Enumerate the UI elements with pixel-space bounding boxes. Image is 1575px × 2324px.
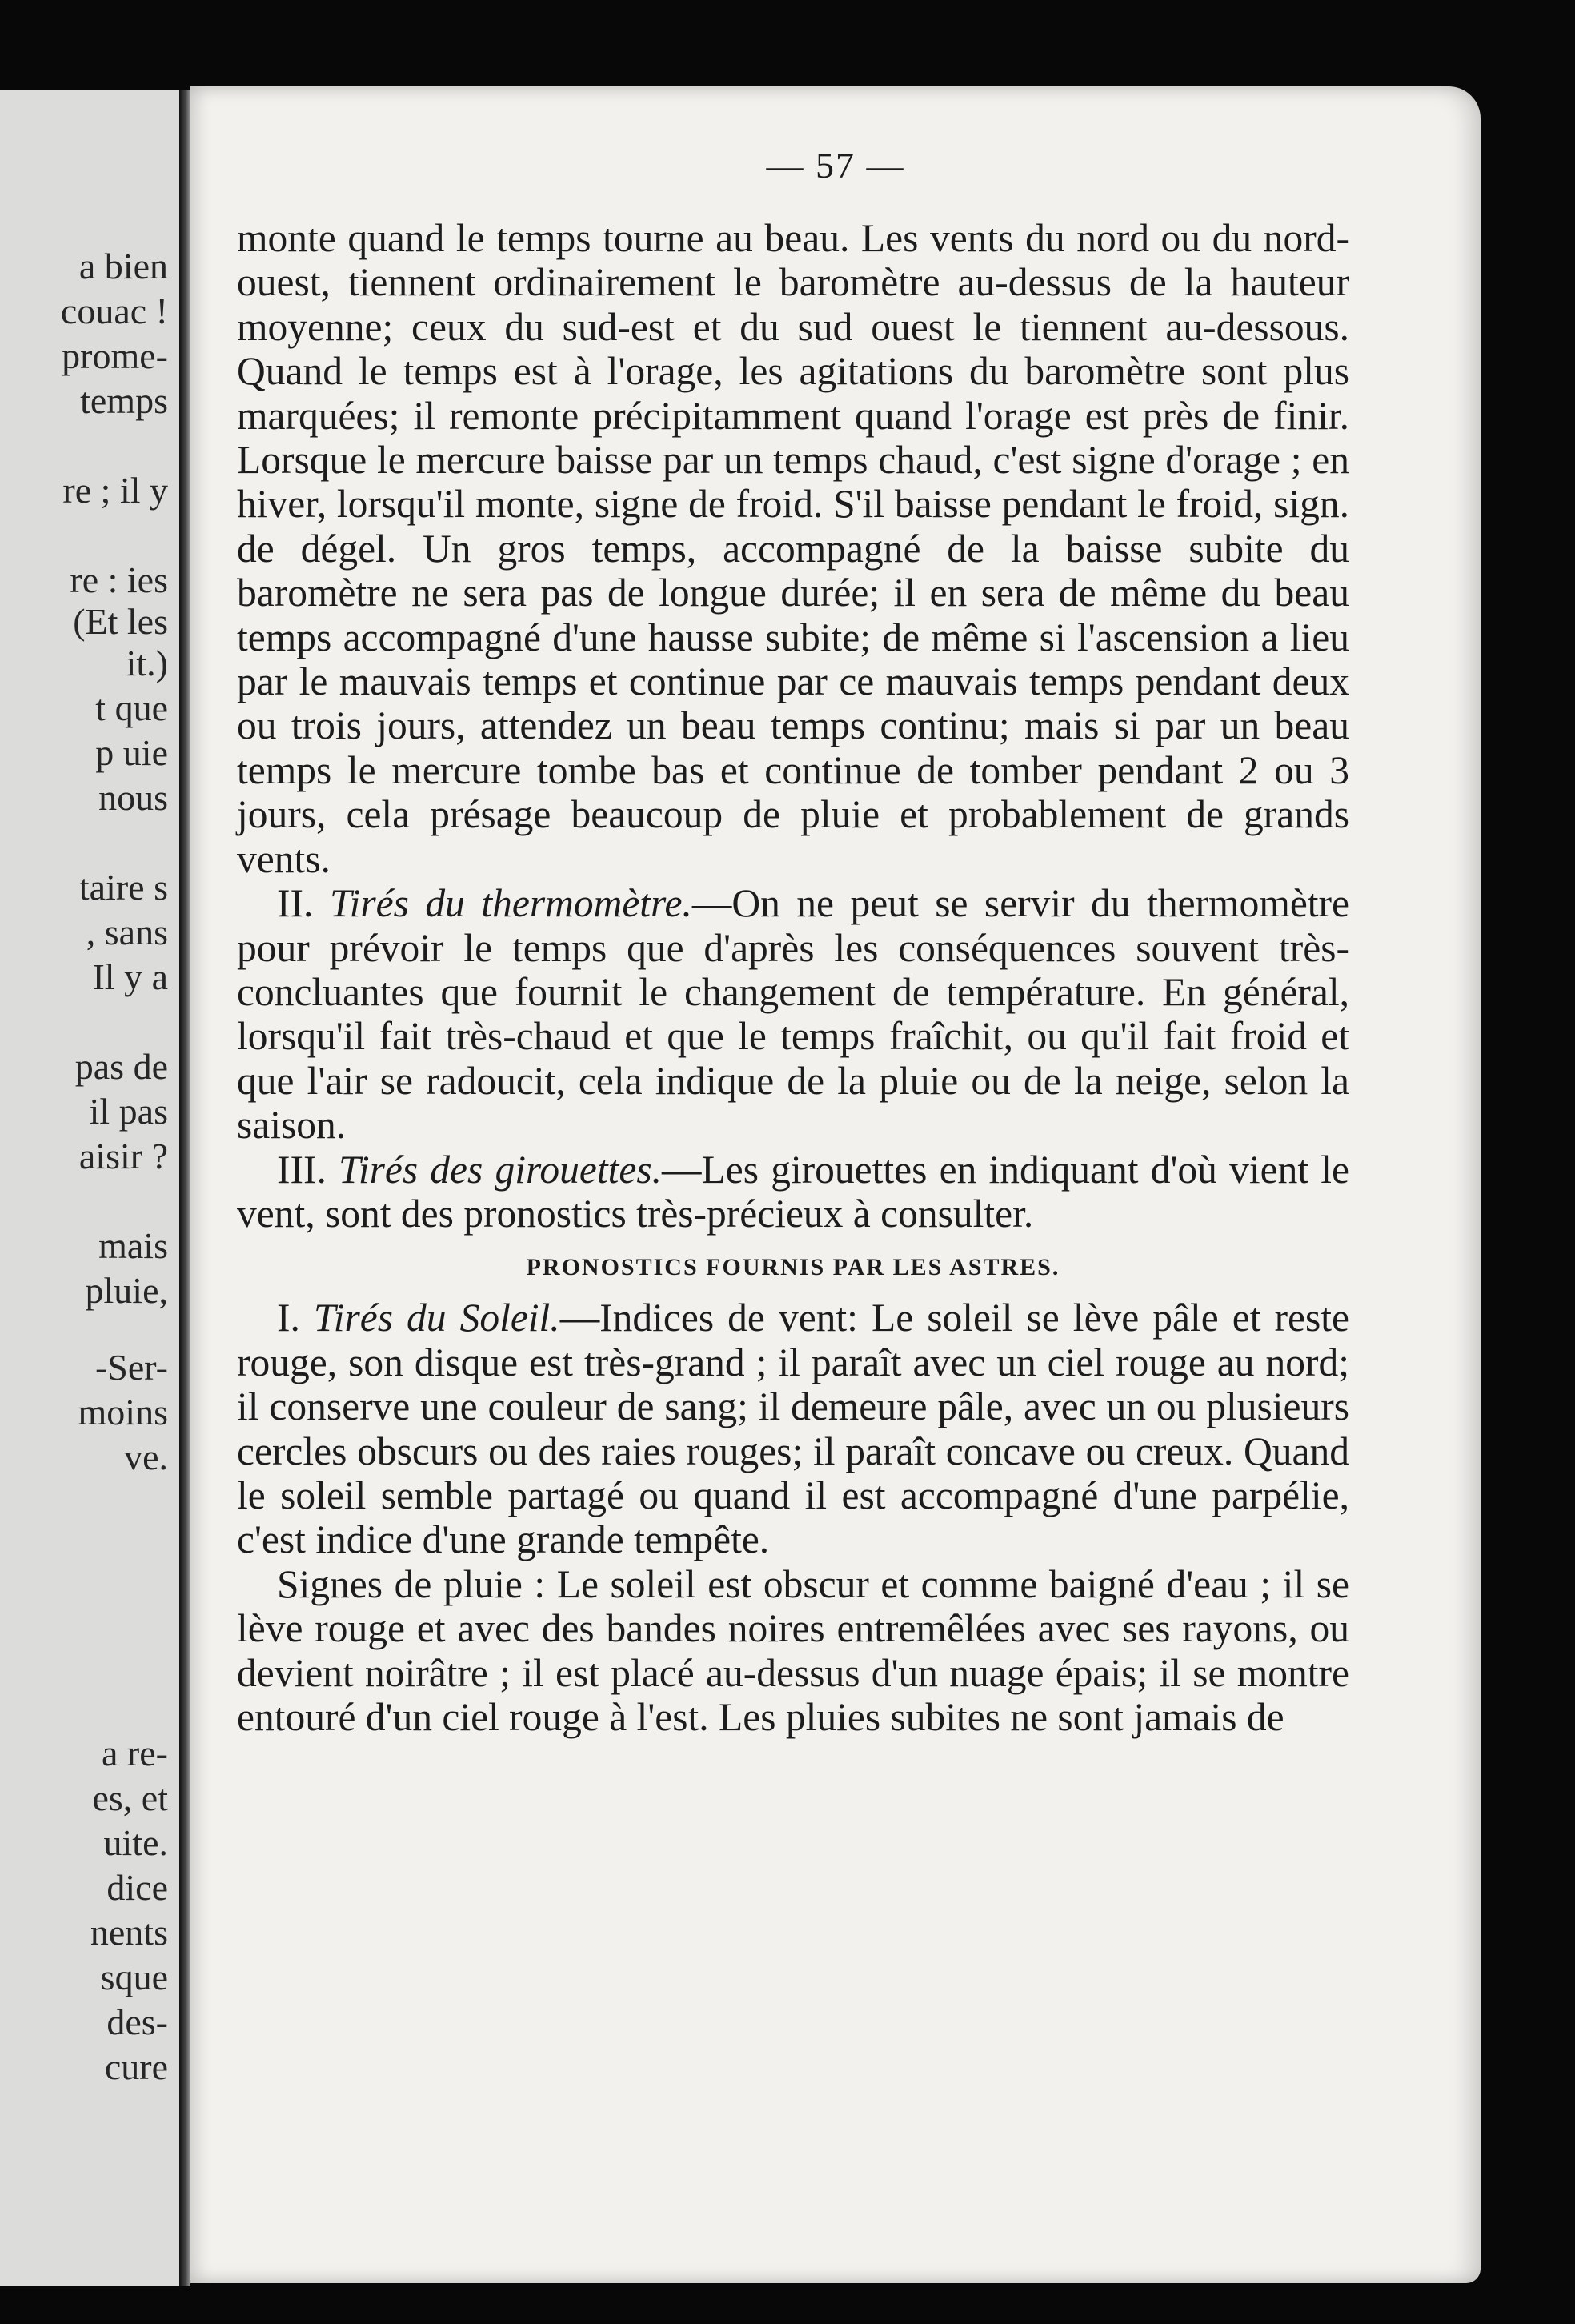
- section-number: II.: [277, 881, 314, 926]
- left-page-fragment: a re-: [102, 1733, 168, 1773]
- section-number: III.: [277, 1147, 327, 1192]
- section-body: —Les girouettes en indiquant d'où vient le vent, sont des pronostics très-précieux à consulter.: [237, 1147, 1350, 1236]
- left-page-fragment: re ; il y: [62, 470, 168, 511]
- left-page-fragment: Il y a: [92, 956, 168, 997]
- left-page-fragment: sque: [100, 1957, 168, 1997]
- left-page-fragment: mais: [98, 1225, 168, 1266]
- left-page-fragment: t que: [95, 687, 168, 728]
- section-title: Tirés du Soleil.: [313, 1296, 560, 1340]
- section-heading: PRONOSTICS FOURNIS PAR LES ASTRES.: [526, 1254, 1060, 1281]
- left-page-fragment: des-: [106, 2001, 168, 2042]
- paragraph-soleil: [237, 1296, 1349, 1561]
- left-page: [0, 90, 182, 2286]
- left-page-fragment: a bien: [78, 246, 168, 286]
- left-page-fragment: es, et: [92, 1777, 168, 1818]
- paragraph-signes-de-pluie: Signes de pluie : Le soleil est obscur et comme baigné d'eau ; il se lève rouge et avec des bandes noires entremêlées avec ses rayons, ou devient noirâtre ; il est placé au-dessus d'un nuage épais; il se montre entouré d'un ciel rouge à l'est. Les pluies subites ne sont jamais de: [237, 1561, 1349, 1739]
- page-text: [237, 216, 1349, 1739]
- section-body: —On ne peut se servir du thermomètre pour prévoir le temps que d'après les conséquences souvent très-concluantes que fournit le changement de température. En général, lorsqu'il fait très-chaud et que le temps fraîchit, ou qu'il fait froid et que l'air se radoucit, cela indique de la pluie ou de la neige, selon la saison.: [237, 881, 1349, 1148]
- left-page-fragment: moins: [78, 1392, 168, 1432]
- left-page-fragment: ve.: [124, 1436, 168, 1477]
- left-page-fragment: aisir ?: [78, 1136, 168, 1176]
- left-page-fragment: uite.: [103, 1822, 168, 1863]
- left-page-fragment: re : ies: [70, 559, 168, 600]
- left-page-fragment: (Et les: [73, 601, 168, 642]
- left-page-fragment: dice: [106, 1867, 168, 1908]
- left-page-fragment: pluie,: [85, 1270, 168, 1311]
- book-gutter: [179, 90, 190, 2286]
- left-page-fragment: pas de: [74, 1046, 168, 1087]
- left-page-fragment: nous: [98, 777, 168, 818]
- paragraph-thermometre: [237, 881, 1349, 1147]
- section-title: Tirés des girouettes.: [339, 1147, 663, 1192]
- left-page-fragment: cure: [104, 2046, 168, 2087]
- left-page-fragment: -Ser-: [94, 1347, 168, 1388]
- left-page-fragment: , sans: [86, 912, 168, 952]
- section-body: —Indices de vent: Le soleil se lève pâle et reste rouge, son disque est très-grand ; il paraît avec un ciel rouge au nord; il conserve une couleur de sang; il demeure pâle, avec un ou plusieurs cercles obscurs ou des raies rouges; il paraît concave ou creux. Quand le soleil semble partagé ou quand il est accompagné d'une parpélie, c'est indice d'une grande tempête.: [237, 1296, 1350, 1562]
- section-number: I.: [277, 1296, 300, 1340]
- left-page-fragment: couac !: [60, 290, 168, 331]
- section-title: Tirés du thermomètre.: [329, 881, 692, 926]
- page-number: — 57 —: [766, 145, 905, 186]
- left-page-fragment: il pas: [89, 1091, 168, 1132]
- left-page-fragment: taire s: [78, 867, 168, 908]
- paragraph-barometre: monte quand le temps tourne au beau. Les vents du nord ou du nord-ouest, tiennent ordinairement le baromètre au-dessus de la hauteur moyenne; ceux du sud-est et du sud ouest le tiennent au-dessous. Quand le temps est à l'orage, les agitations du baromètre sont plus marquées; il remonte précipitamment quand l'orage est près de finir. Lorsque le mercure baisse par un temps chaud, c'est signe d'orage ; en hiver, lorsqu'il monte, signe de froid. S'il baisse pendant le froid, sign. de dégel. Un gros temps, accompagné de la baisse subite du baromètre ne sera pas de longue durée; il en sera de même du beau temps accompagné d'une hausse subite; de même si l'ascension a lieu par le mauvais temps et continue par ce mauvais temps pendant deux ou trois jours, attendez un beau temps continu; mais si par un beau temps le mercure tombe bas et continue de tomber pendant 2 ou 3 jours, cela présage beaucoup de pluie et probablement de grands vents.: [237, 216, 1349, 881]
- left-page-fragment: prome-: [62, 335, 168, 376]
- left-page-fragment: temps: [80, 380, 168, 421]
- left-page-fragment: nents: [90, 1912, 168, 1953]
- paragraph-girouettes: [237, 1148, 1349, 1236]
- left-page-fragment: p uie: [95, 732, 168, 773]
- left-page-fragment: it.): [126, 643, 168, 683]
- right-page: [190, 86, 1481, 2283]
